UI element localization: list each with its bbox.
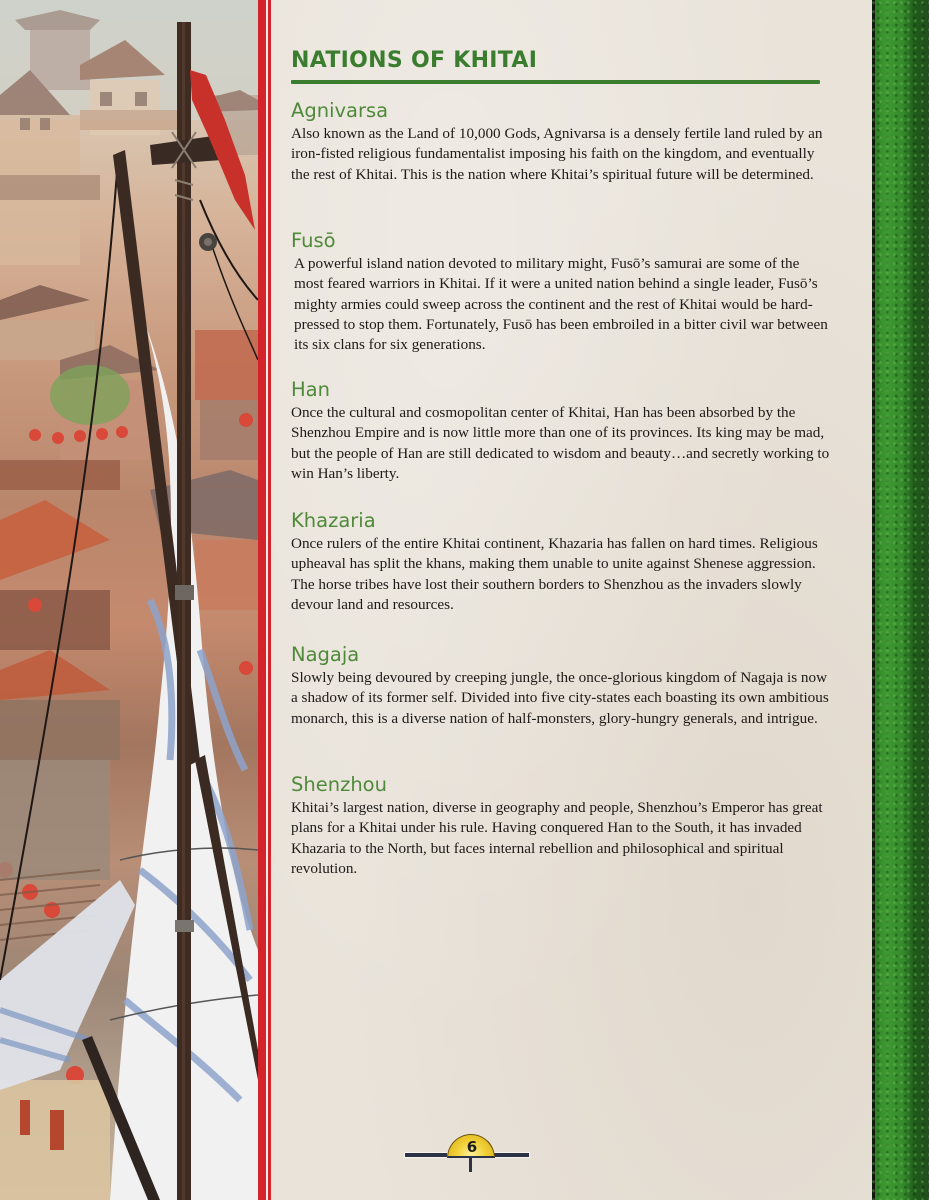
green-side-strip [872,0,929,1200]
folding-fan-icon [447,1134,495,1158]
section-body: Once the cultural and cosmopolitan center of Khitai, Han has been absorbed by the Shenzhou Empire and is now little more than one of its provinces. Its king may be mad, but the people of Han are still dedicated to wisdom and beauty…and secretly working to win Han’s liberty. [291,404,830,482]
illustration-panel [0,0,258,1200]
section-body: Once rulers of the entire Khitai continent, Khazaria has fallen on hard times. Religious upheaval has split the khans, making them unable to unite against Shenese aggression. The horse tribes have lost their southern borders to Shenzhou as the invaders slowly devour land and resources. [291,535,818,613]
section-body: A powerful island nation devoted to military might, Fusō’s samurai are some of the most feared warriors in Khitai. If it were a united nation behind a single leader, Fusō’s mighty armies could sweep across the continent and the rest of Khitai would be hard-pressed to stop them. Fortunately, Fusō has been embroiled in a bitter civil war between its six clans for six generations. [294,255,828,354]
section-shenzhou [291,772,831,879]
section-fuso [291,228,831,355]
red-border-thick [258,0,266,1200]
section-heading: Agnivarsa [291,99,389,122]
section-body: Khitai’s largest nation, diverse in geography and people, Shenzhou’s Emperor has great plans for a Khitai under his rule. Having conquered Han to the South, it has invaded Khazaria to the North, but faces internal rebellion and philosophical and spiritual revolution. [291,799,823,877]
section-han [291,377,831,484]
page-number-footer [405,1134,529,1174]
footer-rule-right [494,1153,529,1157]
page-content [291,46,831,877]
page-number: 6 [466,1138,478,1156]
section-khazaria [291,508,831,615]
section-heading: Shenzhou [291,773,387,796]
title-underline [291,80,820,84]
section-agnivarsa [291,98,831,185]
section-nagaja [291,642,831,729]
section-body: Also known as the Land of 10,000 Gods, Agnivarsa is a densely fertile land ruled by an iron-fisted religious fundamentalist imposing his faith on the kingdom, and eventually the rest of Khitai. This is the nation where Khitai’s spiritual future will be determined. [291,125,823,183]
section-heading: Han [291,378,330,401]
footer-rule-left [405,1153,447,1157]
section-body: Slowly being devoured by creeping jungle, the once-glorious kingdom of Nagaja is now a shadow of its former self. Divided into five city-states each boasting its own ambitious monarch, this is a diverse nation of half-monsters, glory-hungry generals, and intrigue. [291,669,829,727]
section-heading: Fusō [291,229,336,252]
section-heading: Khazaria [291,509,376,532]
page-title: NATIONS OF KHITAI [291,48,538,73]
section-heading: Nagaja [291,643,360,666]
fan-handle [469,1158,472,1172]
harbor-illustration [0,0,258,1200]
